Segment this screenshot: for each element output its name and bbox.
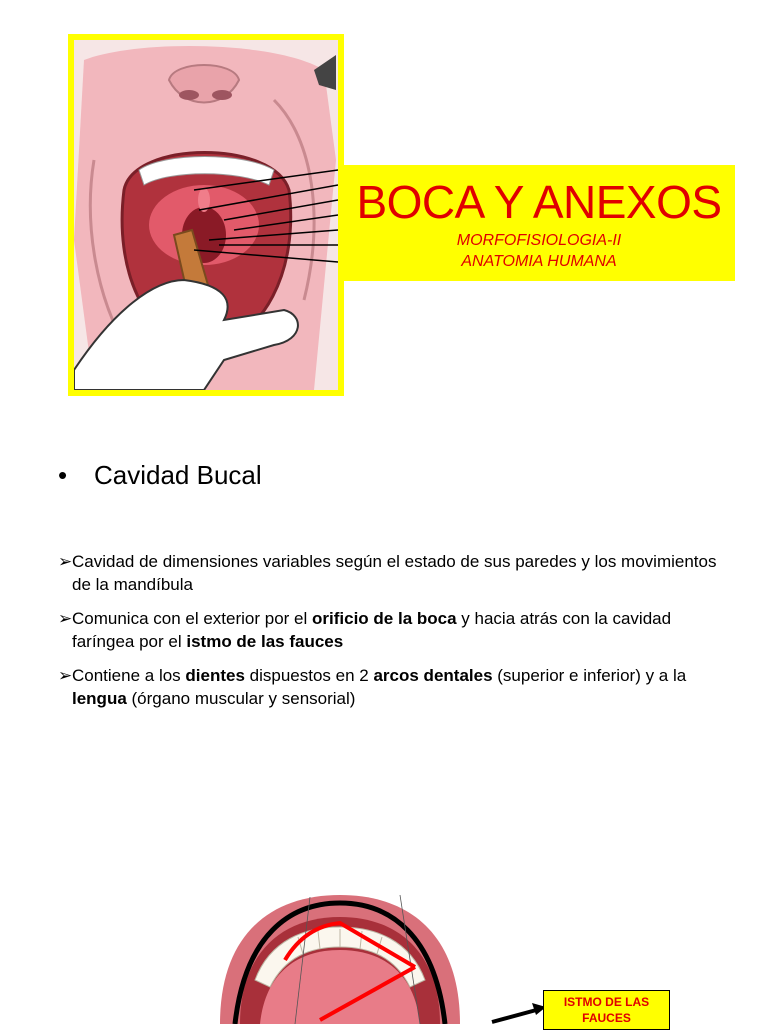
point-item [58,550,738,596]
point-text-bold: lengua [72,689,127,708]
bullet-icon: • [58,460,68,490]
point-text: Comunica con el exterior por el [72,609,313,628]
point-text: y hacia atrás con la cavidad faríngea por el [72,609,672,651]
page-title: BOCA Y ANEXOS [356,176,722,228]
point-item [58,664,738,710]
oral-cavity-drawing [200,895,480,1024]
point-text-bold: istmo de las fauces [186,632,344,651]
arrow-bullet-icon: ➢ [58,666,73,685]
point-text-bold: orificio de la boca [312,609,457,628]
mouth-illustration-frame [68,34,344,396]
section-heading-text: Cavidad Bucal [94,460,262,490]
subtitle-course: MORFOFISIOLOGIA-II [456,232,622,249]
isthmus-label-line1: ISTMO DE LAS [563,995,650,1009]
title-banner [343,165,735,281]
point-text: Contiene a los [72,666,186,685]
point-text: (superior e inferior) y a la [492,666,687,685]
point-item [58,607,738,653]
point-text-bold: dientes [185,666,245,685]
subtitle-subject: ANATOMIA HUMANA [461,253,617,270]
arrow-bullet-icon: ➢ [58,552,73,571]
oral-cavity-illustration [200,895,480,1024]
description-points [58,550,738,721]
point-text: (órgano muscular y sensorial) [126,689,356,708]
isthmus-label [543,990,670,1030]
open-mouth-illustration [74,40,338,390]
arrow-bullet-icon: ➢ [58,609,73,628]
point-text: dispuestos en 2 [244,666,374,685]
section-heading [58,460,262,491]
point-text-bold: arcos dentales [373,666,493,685]
isthmus-label-line2: FAUCES [582,1011,631,1025]
point-text: Cavidad de dimensiones variables según el estado de sus paredes y los movimientos de la mandíbula [72,552,717,594]
pointer-arrow-icon [488,995,548,1024]
